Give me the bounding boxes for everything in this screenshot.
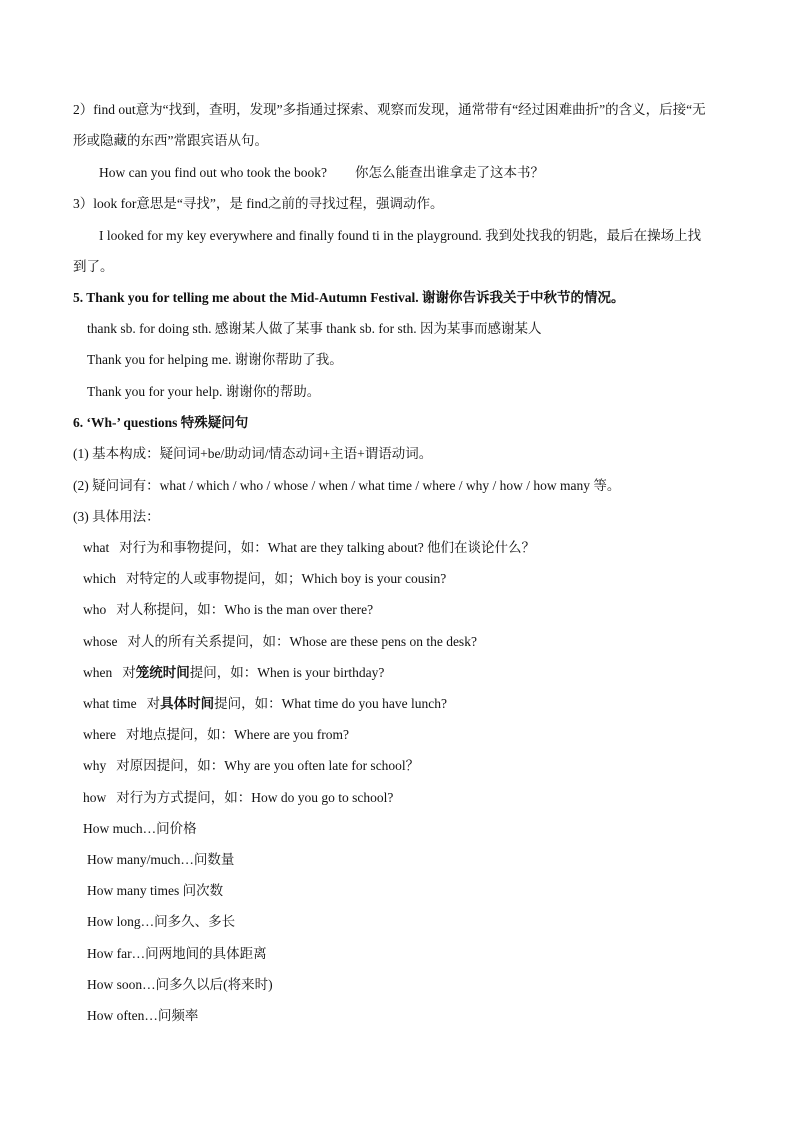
question-word: whose bbox=[83, 634, 118, 649]
usage-item-why bbox=[83, 757, 419, 775]
item2-line2: 形或隐藏的东西”常跟宾语从句。 bbox=[73, 133, 268, 148]
usage-description-pre: 对 bbox=[122, 665, 136, 680]
usage-description-post: 提问，如：What time do you have lunch? bbox=[214, 696, 447, 711]
question-word: why bbox=[83, 758, 107, 773]
usage-description: 对特定的人或事物提问，如；Which boy is your cousin? bbox=[126, 571, 447, 586]
question-word: which bbox=[83, 571, 116, 586]
usage-item-whose bbox=[83, 633, 477, 651]
item3-example-line1: I looked for my key everywhere and finally found ti in the playground. 我到处找我的钥匙，最后在操场上找 bbox=[99, 228, 702, 243]
usage-description: 对地点提问，如：Where are you from? bbox=[125, 727, 350, 742]
how-item-many-much: How many/much…问数量 bbox=[87, 852, 235, 867]
usage-item-who bbox=[83, 601, 373, 619]
usage-description-bold: 笼统时间 bbox=[135, 665, 190, 680]
how-item-long: How long…问多久、多长 bbox=[87, 914, 236, 929]
usage-description: 对行为方式提问，如：How do you go to school? bbox=[116, 790, 394, 805]
usage-description-pre: 对 bbox=[146, 696, 161, 711]
usage-description-post: 提问，如：When is your birthday? bbox=[189, 665, 385, 680]
usage-description: 对人的所有关系提问，如：Whose are these pens on the desk? bbox=[127, 634, 477, 649]
point6-heading: 6. ‘Wh-’ questions 特殊疑问句 bbox=[73, 415, 249, 430]
usage-description: 对原因提问，如：Why are you often late for school？ bbox=[116, 758, 420, 773]
point5-example-2: Thank you for your help. 谢谢你的帮助。 bbox=[87, 384, 321, 399]
usage-item-how bbox=[83, 789, 393, 807]
question-word: where bbox=[83, 727, 116, 742]
point6-question-words: (2) 疑问词有：what / which / who / whose / when / what time / where / why / how / how many 等。 bbox=[73, 478, 621, 493]
usage-description: 对人称提问，如：Who is the man over there? bbox=[116, 602, 374, 617]
item2-line1: 2）find out意为“找到，查明，发现”多指通过探索、观察而发现，通常带有“经过困难曲折”的含义，后接“无 bbox=[73, 102, 706, 117]
point6-structure: (1) 基本构成：疑问词+be/助动词/情态动词+主语+谓语动词。 bbox=[73, 446, 433, 461]
example-english: How can you find out who took the book? bbox=[99, 165, 327, 180]
example-chinese: 你怎么能查出谁拿走了这本书？ bbox=[354, 165, 544, 180]
how-item-much: How much…问价格 bbox=[83, 821, 197, 836]
usage-item-what bbox=[83, 539, 535, 557]
usage-item-which bbox=[83, 570, 446, 588]
item2-example bbox=[99, 164, 544, 182]
usage-item-where bbox=[83, 726, 349, 744]
question-word: when bbox=[83, 665, 113, 680]
usage-description-bold: 具体时间 bbox=[160, 696, 215, 711]
point5-example-1: Thank you for helping me. 谢谢你帮助了我。 bbox=[87, 352, 343, 367]
question-word: what bbox=[83, 540, 110, 555]
point5-usage: thank sb. for doing sth. 感谢某人做了某事 thank sb. for sth. 因为某事而感谢某人 bbox=[87, 321, 542, 336]
usage-item-when bbox=[83, 664, 384, 682]
how-item-soon: How soon…问多久以后(将来时) bbox=[87, 977, 273, 992]
how-item-many-times: How many times 问次数 bbox=[87, 883, 224, 898]
usage-item-what-time bbox=[83, 695, 447, 713]
point6-usage-title: (3) 具体用法： bbox=[73, 509, 160, 524]
item3-line1: 3）look for意思是“寻找”，是 find之前的寻找过程，强调动作。 bbox=[73, 196, 444, 211]
question-word: who bbox=[83, 602, 107, 617]
item3-example-line2: 到了。 bbox=[73, 259, 114, 274]
question-word: how bbox=[83, 790, 107, 805]
how-item-far: How far…问两地间的具体距离 bbox=[87, 946, 267, 961]
question-word: what time bbox=[83, 696, 137, 711]
usage-description: 对行为和事物提问，如：What are they talking about? 他们在谈论什么？ bbox=[119, 540, 536, 555]
point5-heading: 5. Thank you for telling me about the Mid-Autumn Festival. 谢谢你告诉我关于中秋节的情况。 bbox=[73, 290, 625, 305]
how-item-often: How often…问频率 bbox=[87, 1008, 199, 1023]
